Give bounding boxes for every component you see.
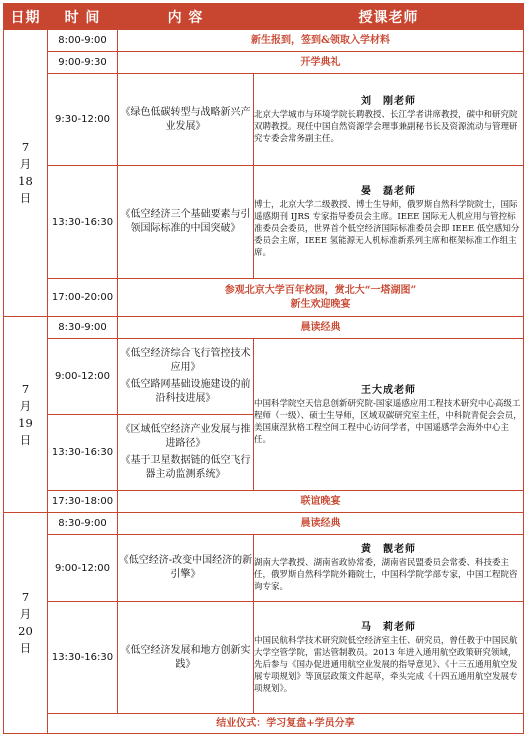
time-cell: 9:00-9:30 [48,52,118,74]
table-row [4,30,524,52]
table-row [4,513,524,535]
time-cell: 9:00-12:00 [48,535,118,602]
teacher-cell [254,166,524,279]
time-cell: 9:00-12:00 [48,339,118,415]
table-row [4,491,524,513]
teacher-cell [254,535,524,602]
activity-cell: 联谊晚宴 [118,491,524,513]
table-row [4,535,524,602]
header-content: 内 容 [118,4,254,30]
teacher-bio: 博士，北京大学二级教授、博士生导师，俄罗斯自然科学院院士，国际遥感期刊 IJRS 专家指导委员会主席。IEEE 国际无人机应用与管控标准委员会委员，世界首个低空经济国际标准委员会即 IEEE 低空感知分委员会主席，IEEE 氢能源无人机标准新系列主席和框架标准工作组主席。 [254,200,520,258]
activity-cell: 参观北京大学百年校园，赏北大“一塔湖图” 新生欢迎晚宴 [118,279,524,317]
topic-cell: 《低空经济三个基础要素与引领国际标准的中国突破》 [118,166,254,279]
topic-cell: 《低空经济-改变中国经济的新引擎》 [118,535,254,602]
topic-line: 《基于卫星数据链的低空飞行器主动监测系统》 [120,455,251,480]
activity-cell: 结业仪式：学习复盘+学员分享 [48,714,524,734]
schedule-table [3,3,524,734]
date-cell: 7 月 20 日 [4,513,48,734]
topic-line: 《低空经济综合飞行管控技术应用》 [120,348,251,373]
topic-cell [118,415,254,491]
teacher-name: 王大成老师 [361,384,416,396]
table-row [4,714,524,734]
date-cell: 7 月 18 日 [4,30,48,317]
table-row [4,339,524,415]
time-cell: 13:30-16:30 [48,415,118,491]
table-row [4,74,524,166]
teacher-name: 晏 磊老师 [361,186,416,197]
time-cell: 13:30-16:30 [48,602,118,714]
time-cell: 8:00-9:00 [48,30,118,52]
header-row [4,4,524,30]
time-cell: 13:30-16:30 [48,166,118,279]
time-cell: 8:30-9:00 [48,317,118,339]
table-row [4,602,524,714]
activity-cell: 新生报到，签到&领取入学材料 [118,30,524,52]
topic-line: 《低空路网基础设施建设的前沿科技进展》 [120,379,251,404]
table-row [4,52,524,74]
teacher-bio: 中国科学院空天信息创新研究院-国家遥感应用工程技术研究中心高级工程师（一级）、硕士生导师，区域双碳研究室主任，中科院青促会会员，美国康涅狄格工程空间工程中心访问学者，中国遥感学会海外中心主任。 [254,398,522,445]
time-cell: 8:30-9:00 [48,513,118,535]
teacher-name: 马 莉老师 [361,621,416,633]
activity-cell: 晨读经典 [118,513,524,535]
teacher-bio: 中国民航科学技术研究院低空经济室主任、研究员，曾任教于中国民航大学空管学院，雷达管制教员。2013 年进入通用航空政策研究领域，先后参与《国办促进通用航空业发展的指导意见》、《十三五通用航空发展专项规划》等顶层政策文件起草，牵头完成《十四五通用航空发展专项规划》。 [254,635,518,694]
activity-cell: 晨读经典 [118,317,524,339]
table-row [4,166,524,279]
teacher-bio: 湖南大学教授、湖南省政协常委，湖南省民盟委员会常委、科技委主任，俄罗斯自然科学院外籍院士，中国科学院学部专家，中国工程院咨询专家。 [254,558,518,592]
teacher-cell [254,602,524,714]
table-row [4,279,524,317]
teacher-name: 黄 靓老师 [361,544,416,555]
topic-cell [118,339,254,415]
teacher-cell [254,74,524,166]
topic-line: 《区域低空经济产业发展与推进路径》 [120,424,251,449]
header-time: 时 间 [48,4,118,30]
topic-cell: 《绿色低碳转型与战略新兴产业发展》 [118,74,254,166]
time-cell: 17:30-18:00 [48,491,118,513]
time-cell: 17:00-20:00 [48,279,118,317]
teacher-cell [254,339,524,491]
teacher-name: 刘 刚老师 [361,95,416,107]
topic-cell: 《低空经济发展和地方创新实践》 [118,602,254,714]
table-row [4,317,524,339]
date-cell: 7 月 19 日 [4,317,48,513]
activity-cell: 开学典礼 [118,52,524,74]
header-teacher: 授课老师 [254,4,524,30]
time-cell: 9:30-12:00 [48,74,118,166]
teacher-bio: 北京大学城市与环境学院长聘教授、长江学者讲席教授，碳中和研究院双聘教授。现任中国自然资源学会理事兼副秘书长及资源流动与管理研究专委会常务副主任。 [254,109,518,144]
header-date: 日期 [4,4,48,30]
